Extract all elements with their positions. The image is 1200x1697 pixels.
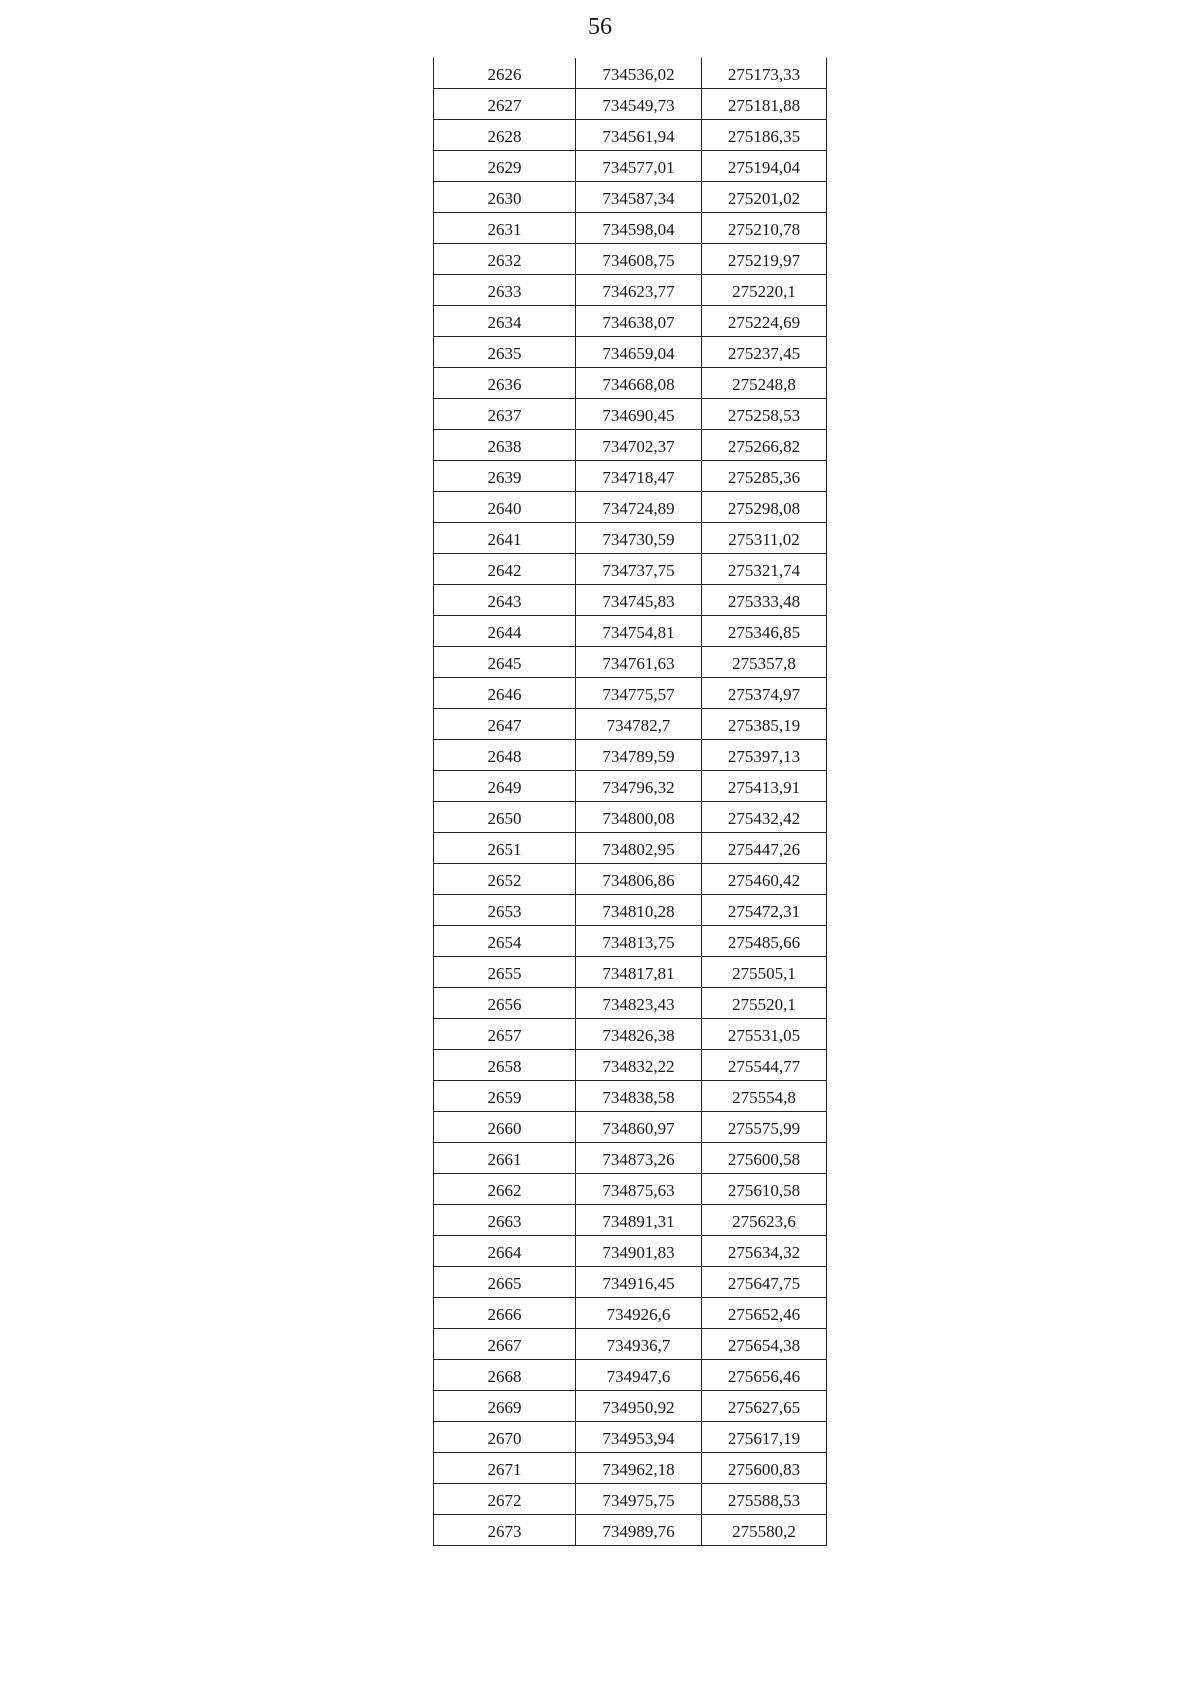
y-coordinate-cell: 275298,08 [702,492,827,523]
y-coordinate-cell: 275220,1 [702,275,827,306]
y-coordinate-cell: 275485,66 [702,926,827,957]
table-row [434,306,827,337]
y-coordinate-cell: 275544,77 [702,1050,827,1081]
x-coordinate-cell: 734953,94 [576,1422,702,1453]
y-coordinate-cell: 275600,58 [702,1143,827,1174]
point-number-cell: 2638 [434,430,576,461]
x-coordinate-cell: 734623,77 [576,275,702,306]
point-number-cell: 2664 [434,1236,576,1267]
x-coordinate-cell: 734802,95 [576,833,702,864]
table-row [434,1484,827,1515]
point-number-cell: 2637 [434,399,576,430]
table-row [434,1081,827,1112]
table-row [434,492,827,523]
coordinates-table [433,58,827,1546]
x-coordinate-cell: 734730,59 [576,523,702,554]
x-coordinate-cell: 734536,02 [576,58,702,89]
point-number-cell: 2627 [434,89,576,120]
x-coordinate-cell: 734875,63 [576,1174,702,1205]
y-coordinate-cell: 275285,36 [702,461,827,492]
y-coordinate-cell: 275210,78 [702,213,827,244]
y-coordinate-cell: 275321,74 [702,554,827,585]
y-coordinate-cell: 275575,99 [702,1112,827,1143]
page-number: 56 [588,14,612,40]
x-coordinate-cell: 734549,73 [576,89,702,120]
y-coordinate-cell: 275634,32 [702,1236,827,1267]
x-coordinate-cell: 734800,08 [576,802,702,833]
table-row [434,1298,827,1329]
y-coordinate-cell: 275186,35 [702,120,827,151]
table-row [434,926,827,957]
point-number-cell: 2655 [434,957,576,988]
x-coordinate-cell: 734926,6 [576,1298,702,1329]
y-coordinate-cell: 275219,97 [702,244,827,275]
y-coordinate-cell: 275374,97 [702,678,827,709]
table-row [434,802,827,833]
x-coordinate-cell: 734754,81 [576,616,702,647]
table-row [434,864,827,895]
point-number-cell: 2654 [434,926,576,957]
point-number-cell: 2633 [434,275,576,306]
table-row [434,213,827,244]
x-coordinate-cell: 734989,76 [576,1515,702,1546]
y-coordinate-cell: 275432,42 [702,802,827,833]
x-coordinate-cell: 734724,89 [576,492,702,523]
point-number-cell: 2630 [434,182,576,213]
x-coordinate-cell: 734782,7 [576,709,702,740]
point-number-cell: 2670 [434,1422,576,1453]
point-number-cell: 2672 [434,1484,576,1515]
y-coordinate-cell: 275531,05 [702,1019,827,1050]
point-number-cell: 2639 [434,461,576,492]
x-coordinate-cell: 734832,22 [576,1050,702,1081]
point-number-cell: 2634 [434,306,576,337]
point-number-cell: 2648 [434,740,576,771]
y-coordinate-cell: 275248,8 [702,368,827,399]
point-number-cell: 2668 [434,1360,576,1391]
table-row [434,58,827,89]
x-coordinate-cell: 734975,75 [576,1484,702,1515]
x-coordinate-cell: 734737,75 [576,554,702,585]
x-coordinate-cell: 734598,04 [576,213,702,244]
x-coordinate-cell: 734668,08 [576,368,702,399]
table-row [434,988,827,1019]
y-coordinate-cell: 275610,58 [702,1174,827,1205]
y-coordinate-cell: 275194,04 [702,151,827,182]
x-coordinate-cell: 734761,63 [576,647,702,678]
y-coordinate-cell: 275554,8 [702,1081,827,1112]
x-coordinate-cell: 734587,34 [576,182,702,213]
table-row [434,1453,827,1484]
x-coordinate-cell: 734817,81 [576,957,702,988]
table-row [434,1422,827,1453]
y-coordinate-cell: 275346,85 [702,616,827,647]
x-coordinate-cell: 734838,58 [576,1081,702,1112]
x-coordinate-cell: 734659,04 [576,337,702,368]
y-coordinate-cell: 275266,82 [702,430,827,461]
table-row [434,151,827,182]
x-coordinate-cell: 734891,31 [576,1205,702,1236]
table-row [434,709,827,740]
point-number-cell: 2640 [434,492,576,523]
y-coordinate-cell: 275224,69 [702,306,827,337]
table-row [434,647,827,678]
point-number-cell: 2644 [434,616,576,647]
point-number-cell: 2646 [434,678,576,709]
table-row [434,895,827,926]
table-row [434,1267,827,1298]
point-number-cell: 2642 [434,554,576,585]
x-coordinate-cell: 734873,26 [576,1143,702,1174]
point-number-cell: 2653 [434,895,576,926]
y-coordinate-cell: 275627,65 [702,1391,827,1422]
table-row [434,957,827,988]
y-coordinate-cell: 275173,33 [702,58,827,89]
y-coordinate-cell: 275472,31 [702,895,827,926]
point-number-cell: 2663 [434,1205,576,1236]
point-number-cell: 2632 [434,244,576,275]
y-coordinate-cell: 275460,42 [702,864,827,895]
x-coordinate-cell: 734860,97 [576,1112,702,1143]
point-number-cell: 2652 [434,864,576,895]
table-row [434,554,827,585]
y-coordinate-cell: 275201,02 [702,182,827,213]
table-row [434,244,827,275]
y-coordinate-cell: 275520,1 [702,988,827,1019]
table-row [434,461,827,492]
y-coordinate-cell: 275652,46 [702,1298,827,1329]
table-row [434,771,827,802]
y-coordinate-cell: 275357,8 [702,647,827,678]
table-row [434,1174,827,1205]
x-coordinate-cell: 734775,57 [576,678,702,709]
y-coordinate-cell: 275588,53 [702,1484,827,1515]
table-row [434,678,827,709]
table-row [434,740,827,771]
table-row [434,1329,827,1360]
table-row [434,585,827,616]
point-number-cell: 2669 [434,1391,576,1422]
point-number-cell: 2666 [434,1298,576,1329]
point-number-cell: 2649 [434,771,576,802]
table-row [434,616,827,647]
table-row [434,1205,827,1236]
point-number-cell: 2651 [434,833,576,864]
x-coordinate-cell: 734796,32 [576,771,702,802]
x-coordinate-cell: 734806,86 [576,864,702,895]
point-number-cell: 2636 [434,368,576,399]
table-row [434,1236,827,1267]
y-coordinate-cell: 275258,53 [702,399,827,430]
point-number-cell: 2667 [434,1329,576,1360]
x-coordinate-cell: 734638,07 [576,306,702,337]
table-row [434,833,827,864]
point-number-cell: 2631 [434,213,576,244]
x-coordinate-cell: 734702,37 [576,430,702,461]
point-number-cell: 2645 [434,647,576,678]
table-row [434,337,827,368]
y-coordinate-cell: 275656,46 [702,1360,827,1391]
table-row [434,182,827,213]
point-number-cell: 2647 [434,709,576,740]
table-row [434,120,827,151]
x-coordinate-cell: 734813,75 [576,926,702,957]
point-number-cell: 2641 [434,523,576,554]
x-coordinate-cell: 734690,45 [576,399,702,430]
table-row [434,1143,827,1174]
x-coordinate-cell: 734962,18 [576,1453,702,1484]
x-coordinate-cell: 734608,75 [576,244,702,275]
x-coordinate-cell: 734789,59 [576,740,702,771]
table-row [434,1112,827,1143]
y-coordinate-cell: 275333,48 [702,585,827,616]
table-row [434,1050,827,1081]
table-row [434,1515,827,1546]
point-number-cell: 2629 [434,151,576,182]
point-number-cell: 2660 [434,1112,576,1143]
table-row [434,1360,827,1391]
y-coordinate-cell: 275385,19 [702,709,827,740]
y-coordinate-cell: 275623,6 [702,1205,827,1236]
table-row [434,368,827,399]
point-number-cell: 2659 [434,1081,576,1112]
y-coordinate-cell: 275647,75 [702,1267,827,1298]
y-coordinate-cell: 275600,83 [702,1453,827,1484]
x-coordinate-cell: 734901,83 [576,1236,702,1267]
point-number-cell: 2673 [434,1515,576,1546]
point-number-cell: 2635 [434,337,576,368]
point-number-cell: 2626 [434,58,576,89]
table-row [434,1019,827,1050]
y-coordinate-cell: 275237,45 [702,337,827,368]
x-coordinate-cell: 734577,01 [576,151,702,182]
table-row [434,430,827,461]
table-row [434,275,827,306]
x-coordinate-cell: 734947,6 [576,1360,702,1391]
x-coordinate-cell: 734718,47 [576,461,702,492]
table-row [434,89,827,120]
y-coordinate-cell: 275617,19 [702,1422,827,1453]
point-number-cell: 2661 [434,1143,576,1174]
y-coordinate-cell: 275505,1 [702,957,827,988]
point-number-cell: 2628 [434,120,576,151]
point-number-cell: 2643 [434,585,576,616]
x-coordinate-cell: 734823,43 [576,988,702,1019]
x-coordinate-cell: 734936,7 [576,1329,702,1360]
x-coordinate-cell: 734916,45 [576,1267,702,1298]
point-number-cell: 2657 [434,1019,576,1050]
point-number-cell: 2665 [434,1267,576,1298]
y-coordinate-cell: 275397,13 [702,740,827,771]
point-number-cell: 2662 [434,1174,576,1205]
x-coordinate-cell: 734810,28 [576,895,702,926]
table-row [434,1391,827,1422]
y-coordinate-cell: 275311,02 [702,523,827,554]
x-coordinate-cell: 734950,92 [576,1391,702,1422]
point-number-cell: 2658 [434,1050,576,1081]
y-coordinate-cell: 275181,88 [702,89,827,120]
table-row [434,399,827,430]
coordinates-table-body [434,58,827,1546]
x-coordinate-cell: 734826,38 [576,1019,702,1050]
table-row [434,523,827,554]
x-coordinate-cell: 734745,83 [576,585,702,616]
point-number-cell: 2650 [434,802,576,833]
x-coordinate-cell: 734561,94 [576,120,702,151]
y-coordinate-cell: 275413,91 [702,771,827,802]
y-coordinate-cell: 275447,26 [702,833,827,864]
point-number-cell: 2671 [434,1453,576,1484]
y-coordinate-cell: 275580,2 [702,1515,827,1546]
point-number-cell: 2656 [434,988,576,1019]
y-coordinate-cell: 275654,38 [702,1329,827,1360]
